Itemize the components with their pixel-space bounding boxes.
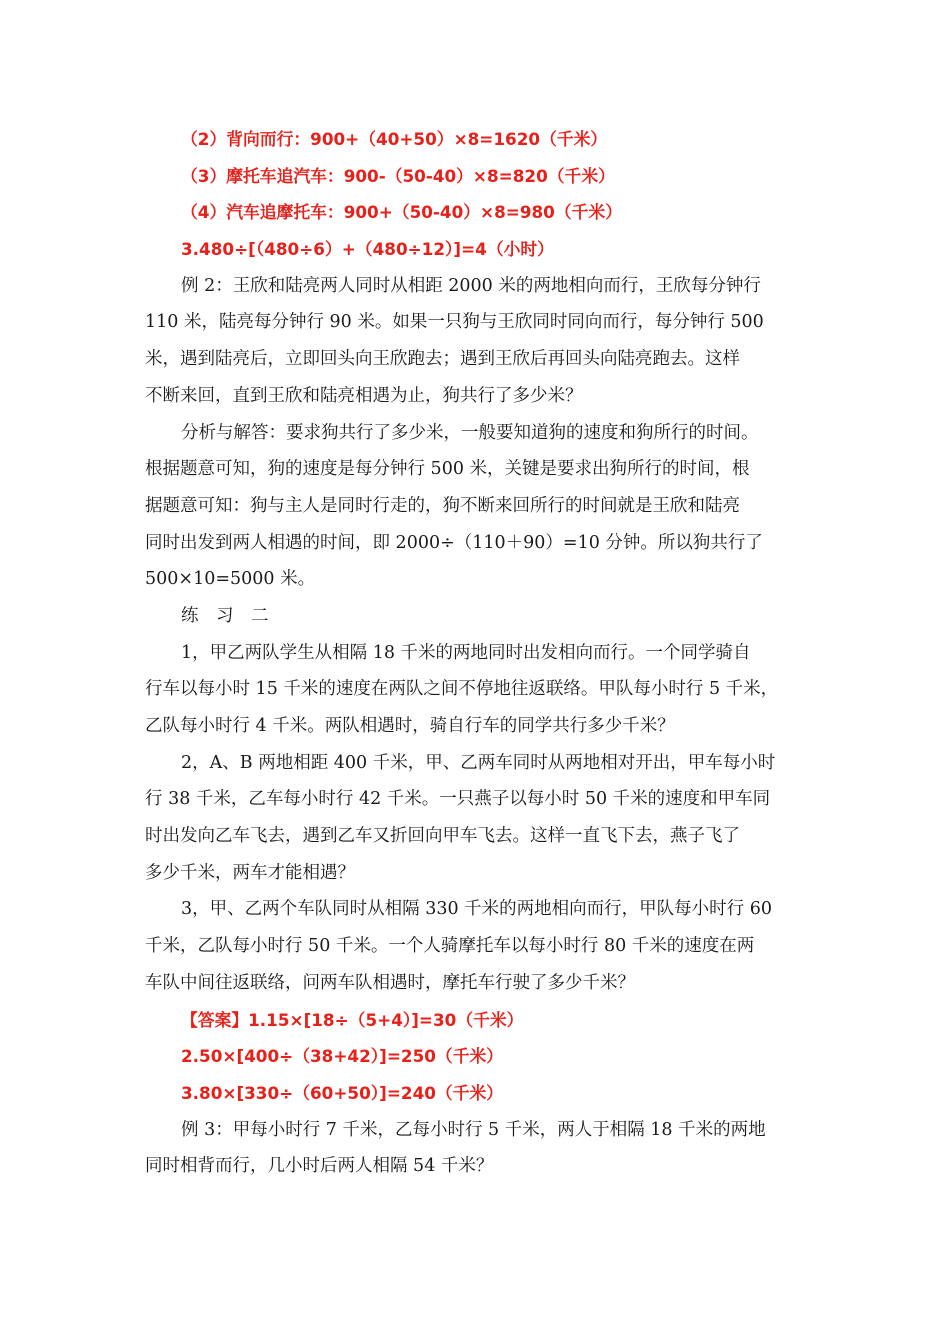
practice-q2-line-3: 时出发向乙车飞去，遇到乙车又折回向甲车飞去。这样一直飞下去，燕子飞了 bbox=[145, 826, 740, 847]
practice-q2-line-2: 行 38 千米，乙车每小时行 42 千米。一只燕子以每小时 50 千米的速度和甲车同 bbox=[145, 789, 771, 810]
practice-q1-line-1: 1，甲乙两队学生从相隔 18 千米的两地同时出发相向而行。一个同学骑自 bbox=[181, 642, 751, 663]
practice-q1-line-3: 乙队每小时行 4 千米。两队相遇时，骑自行车的同学共行多少千米？ bbox=[145, 716, 675, 736]
analysis2-line-2: 根据题意可知，狗的速度是每分钟行 500 米，关键是要求出狗所行的时间，根 bbox=[145, 459, 750, 480]
practice-q3-line-2: 千米，乙队每小时行 50 千米。一个人骑摩托车以每小时行 80 千米的速度在两 bbox=[145, 936, 755, 957]
answer-line-3-480: 3.480÷[（480÷6）+（480÷12）]=4（小时） bbox=[181, 239, 554, 260]
practice-q3-line-1: 3，甲、乙两个车队同时从相隔 330 千米的两地相向而行，甲队每小时行 60 bbox=[181, 899, 772, 920]
example3-line-2: 同时相背而行，几小时后两人相隔 54 千米？ bbox=[145, 1156, 494, 1177]
analysis2-line-4: 同时出发到两人相遇的时间，即 2000÷（110＋90）=10 分钟。所以狗共行了 bbox=[145, 532, 763, 553]
analysis2-line-1: 分析与解答：要求狗共行了多少米，一般要知道狗的速度和狗所行的时间。 bbox=[181, 422, 759, 443]
page-content bbox=[145, 121, 805, 1185]
answer-line-4: （4）汽车追摩托车：900+（50-40）×8=980（千米） bbox=[181, 202, 622, 223]
practice-title: 练 习 二 bbox=[181, 605, 269, 626]
answer-line-2: （2）背向而行：900+（40+50）×8=1620（千米） bbox=[181, 129, 608, 149]
example3-line-1: 例 3：甲每小时行 7 千米，乙每小时行 5 千米，两人于相隔 18 千米的两地 bbox=[181, 1119, 766, 1140]
practice-q1-line-2: 行车以每小时 15 千米的速度在两队之间不停地往返联络。甲队每小时行 5 千米， bbox=[145, 679, 779, 700]
analysis2-line-3: 据题意可知：狗与主人是同时行走的，狗不断来回所行的时间就是王欣和陆亮 bbox=[145, 495, 740, 516]
answer-key-line-3: 3.80×[330÷（60+50）]=240（千米） bbox=[181, 1082, 504, 1103]
example2-line-1: 例 2：王欣和陆亮两人同时从相距 2000 米的两地相向而行，王欣每分钟行 bbox=[181, 275, 761, 296]
example2-line-2: 110 米，陆亮每分钟行 90 米。如果一只狗与王欣同时同向而行，每分钟行 500 bbox=[145, 312, 764, 333]
answer-key-line-1: 【答案】1.15×[18÷（5+4）]=30（千米） bbox=[181, 1009, 524, 1030]
example2-line-4: 不断来回，直到王欣和陆亮相遇为止，狗共行了多少米？ bbox=[145, 385, 583, 406]
practice-q2-line-1: 2，A、B 两地相距 400 千米，甲、乙两车同时从两地相对开出，甲车每小时 bbox=[181, 752, 776, 773]
answer-key-line-2: 2.50×[400÷（38+42）]=250（千米） bbox=[181, 1046, 504, 1067]
example2-line-3: 米，遇到陆亮后，立即回头向王欣跑去；遇到王欣后再回头向陆亮跑去。这样 bbox=[145, 349, 740, 370]
analysis2-line-5: 500×10=5000 米。 bbox=[145, 569, 316, 590]
answer-line-3: （3）摩托车追汽车：900-（50-40）×8=820（千米） bbox=[181, 165, 615, 186]
practice-q2-line-4: 多少千米，两车才能相遇？ bbox=[145, 862, 355, 883]
practice-q3-line-3: 车队中间往返联络，问两车队相遇时，摩托车行驶了多少千米？ bbox=[145, 972, 635, 993]
